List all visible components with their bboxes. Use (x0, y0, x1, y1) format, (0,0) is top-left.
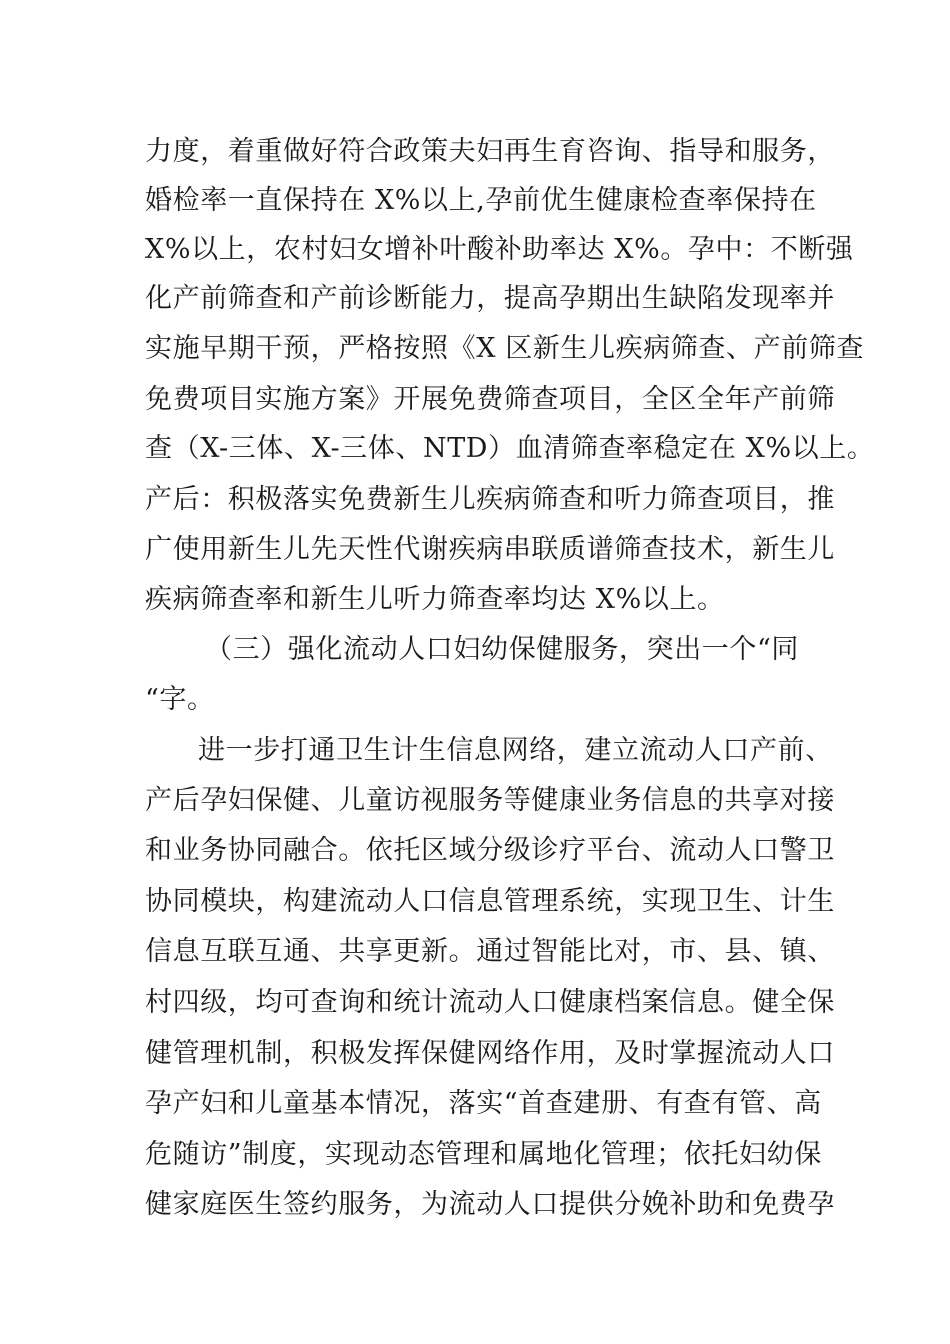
text-line: 和业务协同融合。依托区域分级诊疗平台、流动人口警卫 (145, 835, 835, 866)
text-line: 广使用新生儿先天性代谢疾病串联质谱筛查技术，新生儿 (145, 534, 835, 565)
text-line: 力度，着重做好符合政策夫妇再生育咨询、指导和服务， (145, 136, 835, 167)
text-line: 健家庭医生签约服务，为流动人口提供分娩补助和免费孕 (145, 1189, 835, 1220)
text-line: 产后孕妇保健、儿童访视服务等健康业务信息的共享对接 (145, 785, 835, 816)
section-heading-continuation: “字。 (145, 684, 215, 715)
text-line: 婚检率一直保持在 X%以上,孕前优生健康检查率保持在 (145, 185, 817, 216)
text-line: 村四级，均可查询和统计流动人口健康档案信息。健全保 (145, 987, 835, 1018)
text-line: X%以上，农村妇女增补叶酸补助率达 X%。孕中：不断强 (145, 234, 854, 265)
paragraph-first-line: 进一步打通卫生计生信息网络，建立流动人口产前、 (198, 735, 833, 766)
text-line: 免费项目实施方案》开展免费筛查项目，全区全年产前筛 (145, 384, 835, 415)
text-line: 危随访”制度，实现动态管理和属地化管理；依托妇幼保 (145, 1139, 822, 1170)
text-line: 产后：积极落实免费新生儿疾病筛查和听力筛查项目，推 (145, 484, 835, 515)
text-line: 信息互联互通、共享更新。通过智能比对，市、县、镇、 (145, 936, 835, 967)
text-line: 查（X-三体、X-三体、NTD）血清筛查率稳定在 X%以上。 (145, 433, 875, 464)
text-line: 实施早期干预，严格按照《X 区新生儿疾病筛查、产前筛查 (145, 333, 865, 364)
section-heading: （三）强化流动人口妇幼保健服务，突出一个“同 (205, 634, 800, 665)
text-line: 疾病筛查率和新生儿听力筛查率均达 X%以上。 (145, 584, 725, 615)
text-line: 协同模块，构建流动人口信息管理系统，实现卫生、计生 (145, 886, 835, 917)
text-line: 孕产妇和儿童基本情况，落实“首查建册、有查有管、高 (145, 1088, 822, 1119)
text-line: 健管理机制，积极发挥保健网络作用，及时掌握流动人口 (145, 1038, 835, 1069)
text-line: 化产前筛查和产前诊断能力，提高孕期出生缺陷发现率并 (145, 283, 835, 314)
